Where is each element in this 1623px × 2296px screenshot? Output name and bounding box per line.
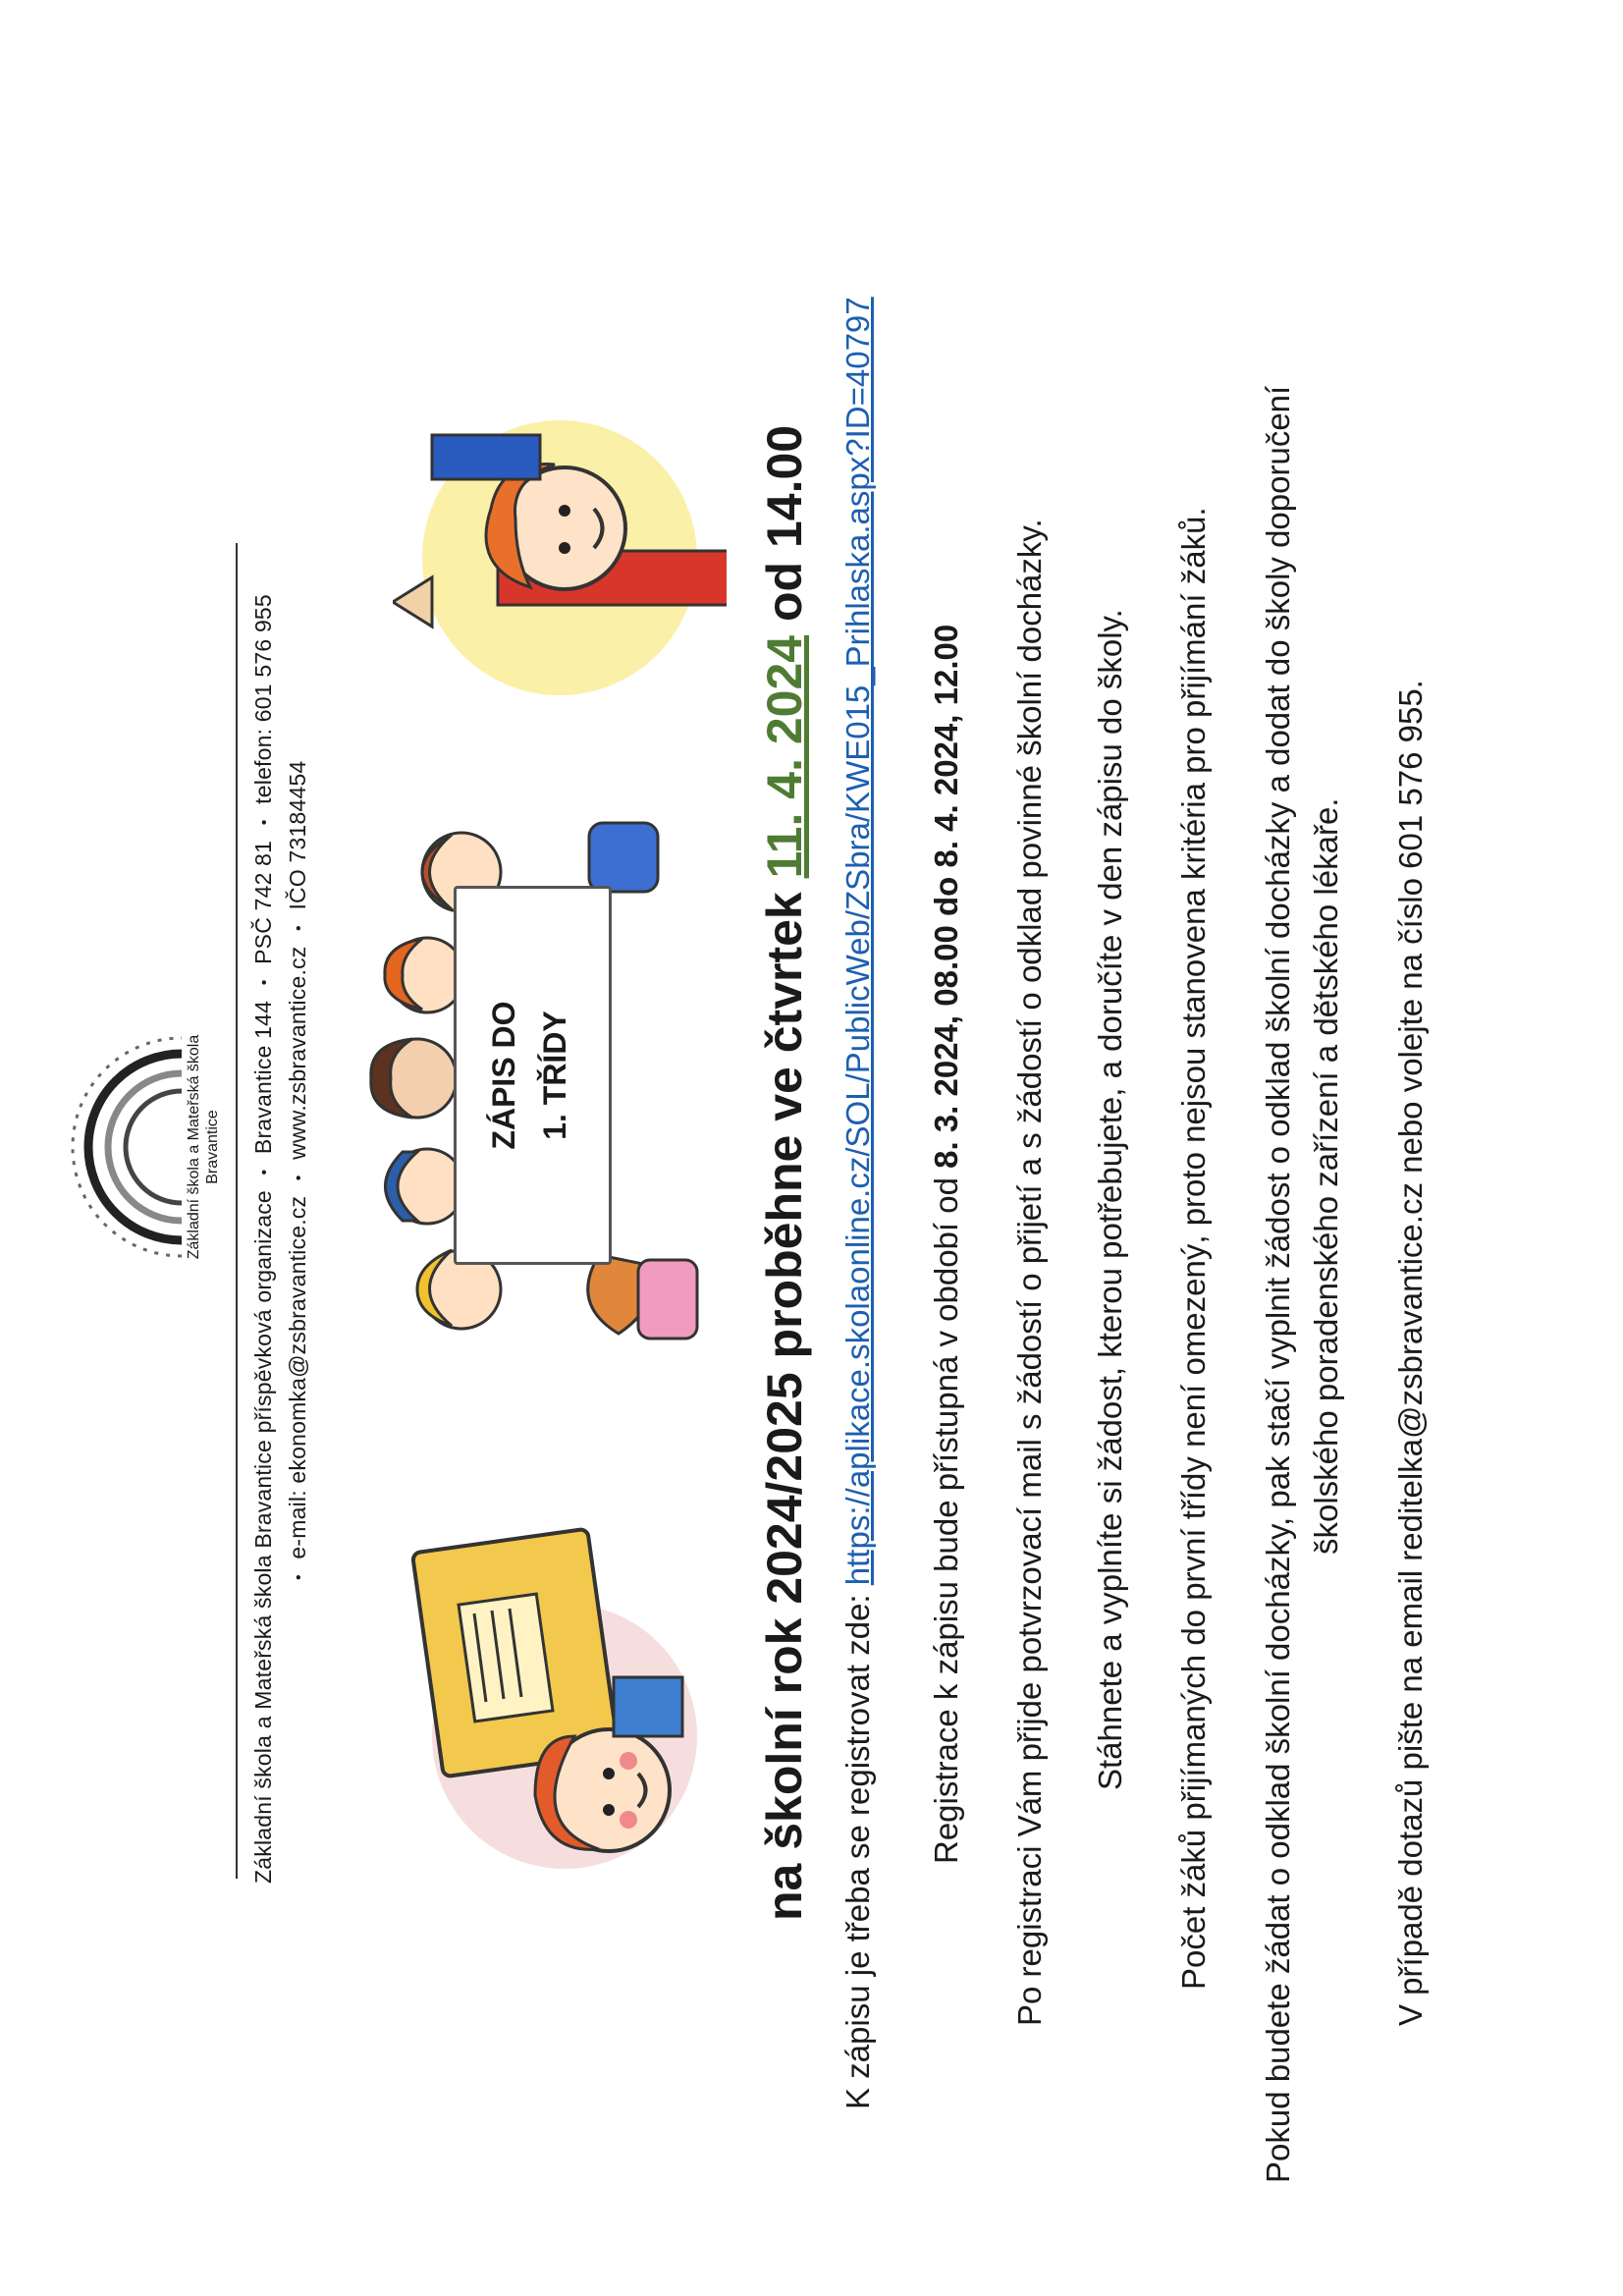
- register-line: [839, 297, 877, 2109]
- contact-paragraph: V případě dotazů pište na email reditelka@zsbravantice.cz nebo volejte na číslo 601 576 955.: [1392, 680, 1429, 2026]
- bullet: •: [255, 1169, 273, 1175]
- school-web[interactable]: www.zsbravantice.cz: [285, 946, 310, 1160]
- count-paragraph: Počet žáků přijímaných do první třídy není omezený, proto nejsou stanovena kritéria pro přijímání žáků.: [1175, 507, 1212, 1990]
- headline-prefix: na školní rok 2024/2025 proběhne ve čtvrtek: [757, 892, 812, 1921]
- bullet: •: [290, 1175, 307, 1181]
- headline-date: 11. 4. 2024: [757, 634, 812, 879]
- availability-paragraph: [928, 625, 965, 1864]
- bullet: •: [290, 925, 307, 931]
- download-paragraph: Stáhnete a vyplníte si žádost, kterou potřebujete, a doručíte v den zápisu do školy.: [1092, 609, 1128, 1790]
- school-psc: PSČ 742 81: [250, 840, 276, 964]
- girl-with-book-illustration-icon: [388, 1510, 722, 1884]
- bullet: •: [255, 979, 273, 986]
- availability-prefix: Registrace k zápisu bude přístupná v období od: [928, 1177, 964, 1864]
- sign-board: [454, 886, 612, 1265]
- header-line-2: [285, 761, 311, 1589]
- sign-text: [478, 889, 580, 1262]
- sign-line-2: 1. TŘÍDY: [537, 1011, 572, 1140]
- registration-link[interactable]: https://aplikace.skolaonline.cz/SOL/PublicWeb/ZSbra/KWE015_Prihlaska.aspx?ID=40797: [839, 297, 876, 1586]
- school-name: Základní škola a Mateřská škola Bravantice příspěvková organizace: [250, 1190, 276, 1884]
- bullet: •: [290, 1574, 307, 1580]
- register-prefix: K zápisu je třeba se registrovat zde:: [839, 1594, 876, 2109]
- header-rule: [236, 543, 238, 1879]
- headline-suffix: od 14.00: [757, 424, 812, 622]
- sign-line-1: ZÁPIS DO: [486, 1001, 521, 1150]
- availability-period: 8. 3. 2024, 08.00 do 8. 4. 2024, 12.00: [928, 624, 964, 1169]
- postponement-paragraph-line-1: Pokud budete žádat o odklad školní docházky, pak stačí vyplnit žádost o odklad školní docházky a dodat do školy doporučení: [1260, 385, 1296, 2183]
- logo-caption-line1: Základní škola a Mateřská škola: [186, 1034, 202, 1260]
- header-line-1: [250, 594, 277, 1884]
- boy-with-pencil-illustration-icon: [393, 371, 727, 764]
- headline: [756, 425, 813, 1921]
- confirmation-paragraph: Po registraci Vám přijde potvrzovací mail s žádostí o přijetí a s žádostí o odklad povinné školní docházky.: [1011, 519, 1048, 2026]
- school-ico: IČO 73184454: [285, 760, 310, 910]
- postponement-paragraph-line-2: školského poradenského zařízení a dětského lékaře.: [1308, 797, 1344, 1555]
- school-address: Bravantice 144: [250, 1000, 276, 1155]
- school-email[interactable]: e-mail: ekonomka@zsbravantice.cz: [285, 1195, 310, 1559]
- logo-caption-line2: Bravantice: [204, 1110, 221, 1184]
- school-logo-icon: [54, 1034, 191, 1260]
- bullet: •: [255, 819, 273, 826]
- logo-caption: [185, 1019, 222, 1275]
- school-phone: telefon: 601 576 955: [250, 594, 276, 804]
